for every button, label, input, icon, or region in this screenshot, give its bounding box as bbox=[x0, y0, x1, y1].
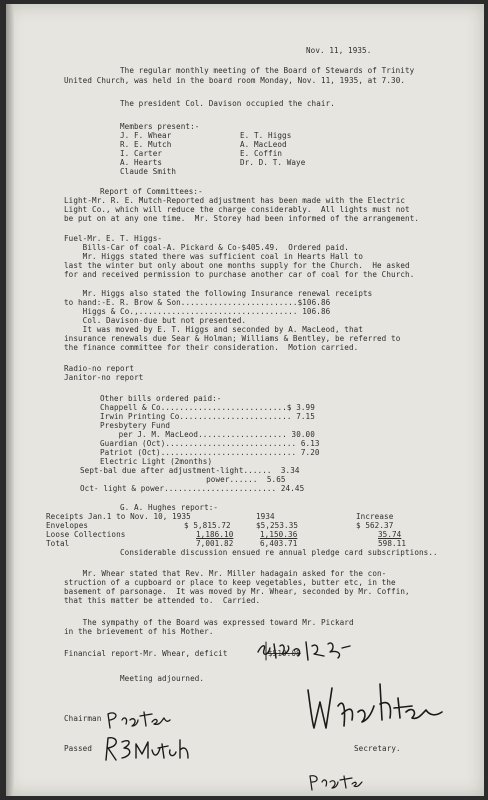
bill-sept-light: Sept-bal due after adjustment-light...... 3.34 bbox=[80, 466, 300, 475]
receipts-header: Receipts Jan.1 to Nov. 10, 1935 bbox=[46, 512, 191, 521]
hughes-heading: G. A. Hughes report:- bbox=[120, 503, 219, 512]
minutes-page bbox=[6, 4, 484, 796]
light-line-1: Light-Mr. R. E. Mutch-Reported adjustment has been made with the Electric bbox=[64, 196, 406, 205]
adjourned-line: Meeting adjourned. bbox=[120, 674, 205, 683]
fuel-line-4: last the winter but only about one months supply for the Church. He asked bbox=[64, 261, 410, 270]
receipts-header-1934: 1934 bbox=[256, 512, 275, 521]
member-right-2: A. MacLeod bbox=[240, 140, 287, 149]
fuel-line-3: Mr. Higgs stated there was sufficient coal in Hearts Hall to bbox=[64, 252, 363, 261]
receipts-row-label: Envelopes bbox=[46, 521, 89, 530]
member-left-2: R. E. Mutch bbox=[120, 140, 172, 149]
binder-edge bbox=[6, 4, 14, 796]
janitor-report: Janitor-no report bbox=[64, 373, 144, 382]
receipts-header-increase: Increase bbox=[356, 512, 394, 521]
bill-oct: Oct- light & power........................ 24.45 bbox=[80, 484, 305, 493]
financial-report: Financial report-Mr. Whear, deficit bbox=[64, 649, 228, 658]
whear-line-4: that this matter be attended to. Carried. bbox=[64, 596, 261, 605]
meeting-date: Nov. 11, 1935. bbox=[306, 46, 372, 55]
receipts-row-1934: 6,403.71 bbox=[260, 539, 298, 548]
deficit-struck: $510.08 bbox=[268, 649, 301, 658]
members-heading: Members present:- bbox=[120, 122, 200, 131]
receipts-row-increase: 35.74 bbox=[378, 530, 402, 539]
deficit-correction-handwriting bbox=[254, 634, 354, 664]
bill-guardian: Guardian (Oct)............................ 6.13 bbox=[100, 439, 320, 448]
passed-signature bbox=[102, 734, 192, 764]
member-left-5: Claude Smith bbox=[120, 167, 177, 176]
member-right-3: E. Coffin bbox=[240, 149, 283, 158]
receipts-row-label: Total bbox=[46, 539, 70, 548]
insurance-line-4: Col. Davison-due but not presented. bbox=[64, 316, 247, 325]
bill-electric: Electric Light (2months) bbox=[100, 457, 213, 466]
member-right-1: E. T. Higgs bbox=[240, 131, 292, 140]
receipts-row-increase: $ 562.37 bbox=[356, 521, 394, 530]
secretary-signature bbox=[302, 676, 452, 736]
whear-line-1: Mr. Whear stated that Rev. Mr. Miller hadagain asked for the con- bbox=[64, 569, 387, 578]
whear-line-2: struction of a cupboard or place to keep vegetables, butter etc, in the bbox=[64, 578, 396, 587]
chairman-label: Chairman bbox=[64, 714, 102, 723]
insurance-line-2: to hand:-E. R. Brow & Son.........................$106.86 bbox=[64, 298, 331, 307]
secretary-pro-tem-note bbox=[306, 772, 366, 794]
secretary-label: Secretary. bbox=[354, 744, 401, 753]
sympathy-line-1: The sympathy of the Board was expressed toward Mr. Pickard bbox=[64, 618, 354, 627]
bill-presbytery: Presbytery Fund bbox=[100, 421, 171, 430]
member-left-4: A. Hearts bbox=[120, 158, 163, 167]
intro-line-1: The regular monthly meeting of the Board of Stewards of Trinity bbox=[120, 66, 415, 75]
receipts-row-1935: 7,001.82 bbox=[196, 539, 234, 548]
member-left-1: J. F. Whear bbox=[120, 131, 172, 140]
chair-line: The president Col. Davison occupied the chair. bbox=[120, 99, 335, 108]
fuel-line-2: Bills-Car of coal-A. Pickard & Co-$405.49. Ordered paid. bbox=[64, 243, 349, 252]
light-line-3: be put on at any one time. Mr. Storey had been informed of the arrangement. bbox=[64, 214, 420, 223]
radio-report: Radio-no report bbox=[64, 364, 135, 373]
discussion-line: Considerable discussion ensued re annual pledge card subscriptions.. bbox=[120, 548, 438, 557]
receipts-row-1935: $ 5,815.72 bbox=[184, 521, 231, 530]
insurance-line-5: It was moved by E. T. Higgs and seconded by A. MacLeod, that bbox=[64, 325, 363, 334]
committees-heading: Report of Committees:- bbox=[100, 187, 203, 196]
receipts-row-1934: $5,253.35 bbox=[256, 521, 299, 530]
chairman-signature bbox=[104, 708, 174, 732]
insurance-line-6: insurance renewals due Sear & Holman; Williams & Bentley, be referred to bbox=[64, 334, 401, 343]
passed-label: Passed bbox=[64, 744, 93, 753]
fuel-line-5: for and received permission to purchase another car of coal for the Church. bbox=[64, 270, 415, 279]
receipts-row-label: Loose Collections bbox=[46, 530, 126, 539]
receipts-row-1935: 1,186.10 bbox=[196, 530, 234, 539]
sympathy-line-2: in the brievement of his Mother. bbox=[64, 627, 214, 636]
bill-patriot: Patriot (Oct)............................. 7.20 bbox=[100, 448, 320, 457]
receipts-row-increase: 598.11 bbox=[378, 539, 407, 548]
receipts-row-1934: 1,150.36 bbox=[260, 530, 298, 539]
whear-line-3: basement of parsonage. It was moved by Mr. Whear, seconded by Mr. Coffin, bbox=[64, 587, 410, 596]
intro-line-2: United Church, was held in the board room Monday, Nov. 11, 1935, at 7.30. bbox=[64, 76, 406, 85]
member-left-3: I. Carter bbox=[120, 149, 163, 158]
bill-presbytery-amount: per J. M. MacLeod................... 30.00 bbox=[100, 430, 315, 439]
fuel-line-1: Fuel-Mr. E. T. Higgs- bbox=[64, 234, 163, 243]
bills-heading: Other bills ordered paid:- bbox=[100, 394, 222, 403]
insurance-line-1: Mr. Higgs also stated the following Insurance renewal receipts bbox=[64, 289, 373, 298]
bill-chappell: Chappell & Co...........................$ 3.99 bbox=[100, 403, 315, 412]
bill-sept-power: power...... 5.65 bbox=[80, 475, 286, 484]
insurance-line-3: Higgs & Co.,.................................. 106.86 bbox=[64, 307, 331, 316]
light-line-2: Light Co., which will reduce the charge considerably. All lights must not bbox=[64, 205, 410, 214]
bill-irwin: Irwin Printing Co........................ 7.15 bbox=[100, 412, 315, 421]
member-right-4: Dr. D. T. Waye bbox=[240, 158, 306, 167]
insurance-line-7: the finance committee for their consideration. Motion carried. bbox=[64, 343, 359, 352]
